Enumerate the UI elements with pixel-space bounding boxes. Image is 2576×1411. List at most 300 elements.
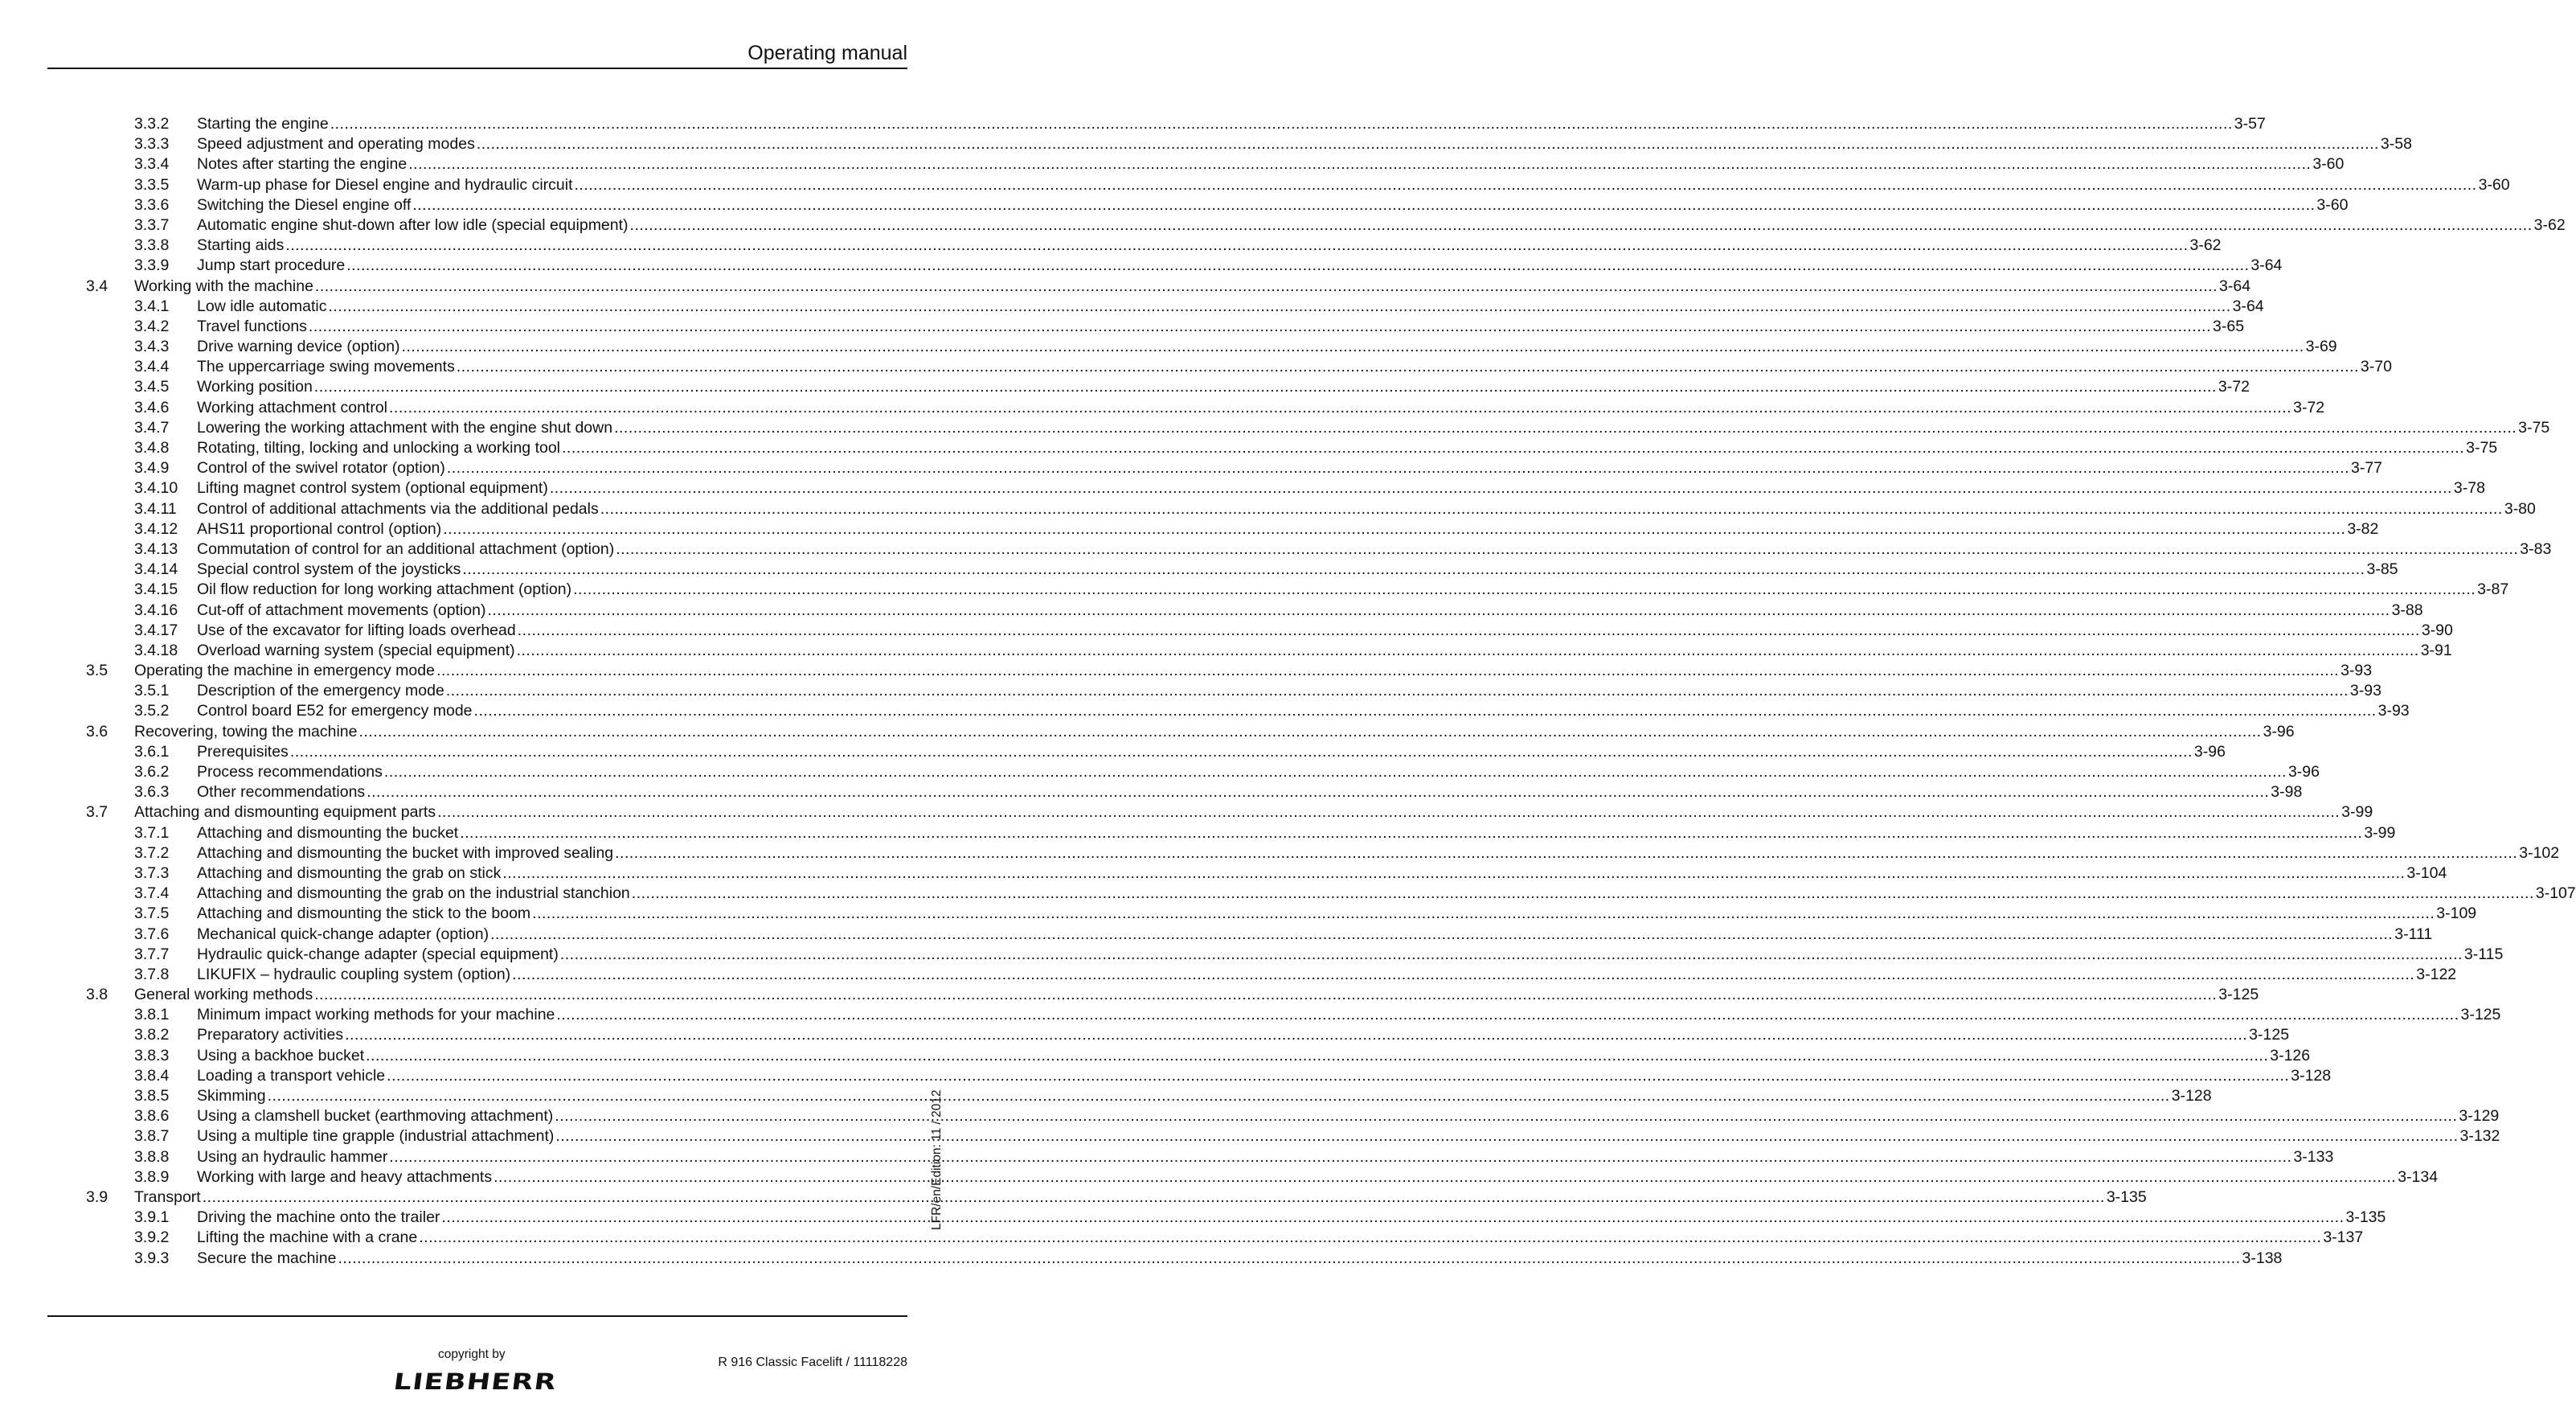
toc-dot-leader: ................................................................................................................................................................................................................................................................................................................................................................................................................ (267, 1087, 2170, 1105)
toc-number: 3.4.2 (134, 317, 170, 335)
toc-title: Description of the emergency mode (197, 682, 444, 700)
toc-number: 3.3.3 (134, 135, 170, 154)
toc-page-number: 3-72 (2218, 378, 2250, 396)
toc-number: 3.4.14 (134, 560, 178, 579)
toc-title: LIKUFIX – hydraulic coupling system (option) (197, 965, 511, 983)
toc-number: 3.3.7 (134, 215, 170, 234)
toc-page-number: 3-60 (2312, 155, 2345, 174)
toc-entry (134, 985, 2259, 1005)
toc-dot-leader: ................................................................................................................................................................................................................................................................................................................................................................................................................ (615, 843, 2518, 862)
toc-title: Overload warning system (special equipment) (197, 641, 515, 659)
toc-subsection-row[interactable] (0, 863, 2447, 884)
toc-page-number: 3-93 (2377, 702, 2410, 720)
toc-title: Operating the machine in emergency mode (134, 662, 435, 680)
toc-dot-leader: ................................................................................................................................................................................................................................................................................................................................................................................................................ (202, 1187, 2105, 1206)
toc-number: 3.8.6 (134, 1107, 170, 1126)
toc-number: 3.4.4 (134, 358, 170, 376)
toc-title: Transport (134, 1187, 201, 1206)
toc-title: Travel functions (197, 317, 307, 335)
toc-title: Jump start procedure (197, 256, 346, 275)
toc-number: 3.4.12 (134, 519, 178, 538)
toc-title: Attaching and dismounting the grab on stick (197, 863, 502, 882)
toc-subsection-row[interactable] (0, 965, 2457, 985)
toc-title: Automatic engine shut-down after low idle (special equipment) (197, 215, 629, 234)
toc-dot-leader: ................................................................................................................................................................................................................................................................................................................................................................................................................ (473, 702, 2377, 720)
edition-note: LFR/en/Edition: 11 / 2012 (930, 1089, 944, 1230)
toc-dot-leader: ................................................................................................................................................................................................................................................................................................................................................................................................................ (549, 479, 2452, 498)
toc-dot-leader: ................................................................................................................................................................................................................................................................................................................................................................................................................ (437, 803, 2341, 822)
toc-entry (197, 236, 2222, 256)
toc-number: 3.4.15 (134, 580, 178, 599)
toc-subsection-row[interactable] (0, 499, 2536, 519)
toc-dot-leader: ................................................................................................................................................................................................................................................................................................................................................................................................................ (445, 682, 2349, 700)
toc-subsection-row[interactable] (0, 1106, 2500, 1126)
toc-title: Starting the engine (197, 115, 329, 133)
toc-page-number: 3-93 (2341, 662, 2373, 680)
toc-page-number: 3-99 (2341, 803, 2373, 822)
toc-number: 3.4.18 (134, 641, 178, 659)
toc-dot-leader: ................................................................................................................................................................................................................................................................................................................................................................................................................ (367, 783, 2270, 802)
toc-subsection-row[interactable] (0, 1046, 2311, 1066)
toc-entry (197, 478, 2485, 498)
toc-page-number: 3-72 (2293, 398, 2325, 416)
toc-subsection-row[interactable] (0, 357, 2392, 377)
toc-entry (197, 1066, 2332, 1086)
toc-entry (197, 1126, 2500, 1146)
toc-number: 3.3.4 (134, 155, 170, 174)
toc-title: Notes after starting the engine (197, 155, 407, 174)
toc-title: Working position (197, 378, 313, 396)
toc-title: AHS11 proportional control (option) (197, 519, 442, 538)
toc-number: 3.6.3 (134, 783, 170, 802)
toc-dot-leader: ................................................................................................................................................................................................................................................................................................................................................................................................................ (285, 236, 2189, 255)
toc-entry (197, 297, 2264, 317)
toc-subsection-row[interactable] (0, 1086, 2212, 1106)
toc-entry (197, 499, 2536, 519)
toc-page-number: 3-83 (2520, 539, 2552, 558)
toc-number: 3.7.8 (134, 965, 170, 983)
toc-title: Cut-off of attachment movements (option) (197, 601, 486, 619)
toc-number: 3.4.3 (134, 338, 170, 356)
footer-divider (47, 1315, 907, 1317)
toc-subsection-row[interactable] (0, 519, 2379, 539)
toc-subsection-row[interactable] (0, 843, 2560, 863)
toc-subsection-row[interactable] (0, 1005, 2501, 1025)
toc-entry (197, 742, 2226, 762)
toc-dot-leader: ................................................................................................................................................................................................................................................................................................................................................................................................................ (502, 863, 2406, 882)
toc-title: Switching the Diesel engine off (197, 195, 412, 214)
toc-subsection-row[interactable] (0, 560, 2398, 580)
toc-subsection-row[interactable] (0, 154, 2345, 174)
toc-page-number: 3-132 (2459, 1127, 2500, 1146)
toc-number: 3.3.2 (134, 115, 170, 133)
toc-number: 3.4.9 (134, 459, 170, 478)
toc-entry (197, 337, 2337, 357)
toc-number: 3.4.11 (134, 499, 177, 518)
toc-subsection-row[interactable] (0, 256, 2283, 276)
toc-section-row[interactable] (0, 1187, 2147, 1208)
toc-subsection-row[interactable] (0, 641, 2452, 661)
toc-section-row[interactable] (0, 722, 2295, 742)
toc-section-row[interactable] (0, 802, 2373, 822)
header-divider (47, 68, 907, 69)
toc-subsection-row[interactable] (0, 782, 2303, 802)
toc-page-number: 3-104 (2406, 863, 2447, 882)
toc-section-row[interactable] (0, 985, 2259, 1005)
toc-page-number: 3-138 (2242, 1249, 2283, 1267)
toc-number: 3.7.2 (134, 843, 170, 862)
toc-number: 3.4.5 (134, 378, 170, 396)
toc-title: Mechanical quick-change adapter (option) (197, 925, 489, 943)
toc-page-number: 3-91 (2420, 641, 2452, 659)
page-title: Operating manual (747, 42, 907, 64)
toc-page-number: 3-77 (2350, 459, 2383, 478)
toc-subsection-row[interactable] (0, 621, 2453, 641)
toc-dot-leader: ................................................................................................................................................................................................................................................................................................................................................................................................................ (517, 621, 2420, 639)
toc-number: 3.7.7 (134, 945, 170, 963)
toc-subsection-row[interactable] (0, 478, 2485, 498)
toc-page-number: 3-75 (2466, 439, 2498, 457)
toc-title: Process recommendations (197, 763, 383, 781)
toc-subsection-row[interactable] (0, 1228, 2364, 1248)
toc-subsection-row[interactable] (0, 337, 2337, 357)
toc-entry (134, 1187, 2147, 1208)
toc-subsection-row[interactable] (0, 175, 2510, 195)
toc-number: 3.9 (86, 1187, 109, 1206)
toc-dot-leader: ................................................................................................................................................................................................................................................................................................................................................................................................................ (556, 1006, 2459, 1024)
toc-title: Using a multiple tine grapple (industrial attachment) (197, 1127, 555, 1146)
toc-title: Other recommendations (197, 783, 366, 802)
toc-title: Driving the machine onto the trailer (197, 1208, 440, 1227)
toc-dot-leader: ................................................................................................................................................................................................................................................................................................................................................................................................................ (314, 986, 2218, 1004)
toc-entry (134, 722, 2295, 742)
toc-subsection-row[interactable] (0, 134, 2412, 154)
toc-entry (197, 681, 2381, 701)
toc-page-number: 3-133 (2293, 1147, 2334, 1166)
toc-number: 3.7.3 (134, 863, 170, 882)
toc-page-number: 3-64 (2219, 277, 2251, 295)
toc-dot-leader: ................................................................................................................................................................................................................................................................................................................................................................................................................ (532, 904, 2435, 923)
toc-dot-leader: ................................................................................................................................................................................................................................................................................................................................................................................................................ (328, 297, 2231, 315)
toc-entry (197, 377, 2250, 397)
toc-dot-leader: ................................................................................................................................................................................................................................................................................................................................................................................................................ (412, 195, 2316, 214)
toc-page-number: 3-60 (2478, 175, 2510, 194)
toc-title: Control board E52 for emergency mode (197, 702, 473, 720)
toc-entry (197, 114, 2266, 134)
toc-page-number: 3-96 (2263, 722, 2295, 740)
toc-dot-leader: ................................................................................................................................................................................................................................................................................................................................................................................................................ (516, 641, 2419, 659)
toc-page-number: 3-64 (2232, 297, 2264, 315)
toc-subsection-row[interactable] (0, 904, 2477, 924)
toc-page-number: 3-111 (2394, 925, 2433, 943)
toc-subsection-row[interactable] (0, 297, 2264, 317)
toc-title: Preparatory activities (197, 1026, 344, 1044)
toc-subsection-row[interactable] (0, 114, 2266, 134)
toc-subsection-row[interactable] (0, 1126, 2500, 1146)
toc-dot-leader: ................................................................................................................................................................................................................................................................................................................................................................................................................ (330, 115, 2233, 133)
toc-page-number: 3-98 (2271, 783, 2303, 802)
toc-dot-leader: ................................................................................................................................................................................................................................................................................................................................................................................................................ (345, 1026, 2248, 1044)
toc-number: 3.7.5 (134, 904, 170, 923)
toc-title: Using a clamshell bucket (earthmoving attachment) (197, 1107, 554, 1126)
toc-title: Working with large and heavy attachments (197, 1167, 493, 1186)
toc-title: Lifting magnet control system (optional equipment) (197, 479, 548, 498)
toc-subsection-row[interactable] (0, 580, 2509, 600)
toc-entry (197, 1167, 2439, 1187)
toc-number: 3.3.5 (134, 175, 170, 194)
toc-entry (197, 418, 2550, 438)
document-id: R 916 Classic Facelift / 11118228 (718, 1356, 907, 1369)
toc-number: 3.9.3 (134, 1249, 170, 1267)
toc-number: 3.4.10 (134, 479, 178, 498)
toc-page-number: 3-87 (2477, 580, 2509, 599)
toc-title: Loading a transport vehicle (197, 1066, 386, 1085)
toc-entry (197, 1228, 2364, 1248)
toc-number: 3.4.1 (134, 297, 170, 315)
toc-subsection-row[interactable] (0, 762, 2320, 782)
toc-entry (197, 823, 2396, 843)
toc-title: Prerequisites (197, 742, 289, 761)
toc-number: 3.8.5 (134, 1087, 170, 1105)
toc-entry (197, 641, 2452, 661)
toc-entry (197, 154, 2345, 174)
toc-entry (197, 519, 2379, 539)
toc-subsection-row[interactable] (0, 236, 2222, 256)
toc-entry (197, 1147, 2334, 1167)
toc-subsection-row[interactable] (0, 823, 2396, 843)
toc-dot-leader: ................................................................................................................................................................................................................................................................................................................................................................................................................ (555, 1107, 2458, 1126)
toc-entry (197, 863, 2447, 884)
toc-title: Lowering the working attachment with the engine shut down (197, 418, 613, 437)
toc-title: Low idle automatic (197, 297, 327, 315)
toc-number: 3.8.3 (134, 1046, 170, 1064)
toc-number: 3.8.8 (134, 1147, 170, 1166)
toc-number: 3.3.6 (134, 195, 170, 214)
toc-subsection-row[interactable] (0, 925, 2433, 945)
toc-page-number: 3-137 (2323, 1228, 2364, 1247)
toc-entry (197, 1208, 2386, 1228)
toc-subsection-row[interactable] (0, 681, 2381, 701)
toc-entry (197, 701, 2410, 721)
toc-page-number: 3-96 (2193, 742, 2226, 761)
toc-page-number: 3-85 (2366, 560, 2398, 579)
toc-number: 3.5.2 (134, 702, 170, 720)
toc-title: Hydraulic quick-change adapter (special equipment) (197, 945, 559, 963)
toc-number: 3.4.7 (134, 418, 170, 437)
toc-dot-leader: ................................................................................................................................................................................................................................................................................................................................................................................................................ (308, 317, 2212, 335)
toc-dot-leader: ................................................................................................................................................................................................................................................................................................................................................................................................................ (490, 925, 2394, 943)
toc-title: Working with the machine (134, 277, 313, 295)
toc-entry (197, 357, 2392, 377)
toc-subsection-row[interactable] (0, 398, 2325, 418)
toc-number: 3.7.4 (134, 884, 170, 903)
toc-entry (197, 843, 2560, 863)
toc-page-number: 3-115 (2463, 945, 2504, 963)
toc-entry (197, 1249, 2283, 1269)
toc-dot-leader: ................................................................................................................................................................................................................................................................................................................................................................................................................ (460, 823, 2363, 842)
toc-dot-leader: ................................................................................................................................................................................................................................................................................................................................................................................................................ (487, 601, 2390, 619)
toc-page-number: 3-129 (2459, 1107, 2500, 1126)
toc-number: 3.8.4 (134, 1066, 170, 1085)
toc-page-number: 3-90 (2421, 621, 2453, 639)
toc-dot-leader: ................................................................................................................................................................................................................................................................................................................................................................................................................ (512, 965, 2415, 983)
toc-dot-leader: ................................................................................................................................................................................................................................................................................................................................................................................................................ (338, 1249, 2241, 1267)
toc-page-number: 3-64 (2250, 256, 2283, 275)
toc-entry (197, 1025, 2290, 1045)
toc-entry (197, 762, 2320, 782)
toc-title: Attaching and dismounting the bucket (197, 823, 459, 842)
toc-title: Skimming (197, 1087, 266, 1105)
toc-title: Use of the excavator for lifting loads overhead (197, 621, 516, 639)
toc-dot-leader: ................................................................................................................................................................................................................................................................................................................................................................................................................ (629, 215, 2533, 234)
toc-dot-leader: ................................................................................................................................................................................................................................................................................................................................................................................................................ (476, 135, 2379, 154)
toc-page-number: 3-93 (2349, 682, 2381, 700)
toc-title: Minimum impact working methods for your machine (197, 1006, 555, 1024)
toc-number: 3.8.9 (134, 1167, 170, 1186)
toc-page-number: 3-125 (2460, 1006, 2501, 1024)
toc-dot-leader: ................................................................................................................................................................................................................................................................................................................................................................................................................ (574, 175, 2477, 194)
toc-page-number: 3-122 (2416, 965, 2457, 983)
toc-entry (197, 560, 2398, 580)
toc-entry (197, 317, 2245, 337)
toc-entry (197, 945, 2504, 965)
toc-entry (197, 580, 2509, 600)
toc-dot-leader: ................................................................................................................................................................................................................................................................................................................................................................................................................ (631, 884, 2534, 903)
toc-page-number: 3-125 (2249, 1026, 2290, 1044)
table-of-contents (0, 114, 2576, 1269)
toc-page-number: 3-96 (2287, 763, 2320, 781)
toc-subsection-row[interactable] (0, 195, 2349, 215)
toc-entry (134, 802, 2373, 822)
toc-entry (197, 175, 2510, 195)
toc-number: 3.4.8 (134, 439, 170, 457)
toc-subsection-row[interactable] (0, 458, 2383, 478)
toc-number: 3.4.13 (134, 539, 178, 558)
toc-title: Recovering, towing the machine (134, 722, 358, 740)
toc-number: 3.8.7 (134, 1127, 170, 1146)
toc-entry (197, 256, 2283, 276)
toc-page-number: 3-69 (2305, 338, 2337, 356)
toc-title: Attaching and dismounting the stick to the boom (197, 904, 531, 923)
toc-entry (197, 1005, 2501, 1025)
toc-page-number: 3-58 (2380, 135, 2412, 154)
toc-page-number: 3-62 (2533, 215, 2566, 234)
toc-section-row[interactable] (0, 661, 2373, 681)
toc-entry (134, 277, 2251, 297)
toc-dot-leader: ................................................................................................................................................................................................................................................................................................................................................................................................................ (389, 398, 2292, 416)
toc-number: 3.4.17 (134, 621, 178, 639)
toc-entry (197, 782, 2303, 802)
toc-subsection-row[interactable] (0, 215, 2566, 236)
toc-subsection-row[interactable] (0, 884, 2576, 904)
toc-title: General working methods (134, 986, 313, 1004)
toc-page-number: 3-80 (2504, 499, 2536, 518)
toc-subsection-row[interactable] (0, 1147, 2334, 1167)
toc-dot-leader: ................................................................................................................................................................................................................................................................................................................................................................................................................ (408, 155, 2312, 174)
toc-subsection-row[interactable] (0, 317, 2245, 337)
toc-dot-leader: ................................................................................................................................................................................................................................................................................................................................................................................................................ (446, 459, 2349, 478)
toc-entry (197, 539, 2552, 560)
toc-page-number: 3-126 (2270, 1046, 2311, 1064)
toc-entry (197, 621, 2453, 641)
toc-subsection-row[interactable] (0, 539, 2552, 560)
toc-number: 3.3.9 (134, 256, 170, 275)
toc-subsection-row[interactable] (0, 1249, 2283, 1269)
toc-entry (197, 398, 2325, 418)
toc-subsection-row[interactable] (0, 1066, 2332, 1086)
toc-subsection-row[interactable] (0, 1167, 2439, 1187)
toc-subsection-row[interactable] (0, 1025, 2290, 1045)
toc-title: Lifting the machine with a crane (197, 1228, 418, 1247)
toc-page-number: 3-128 (2171, 1087, 2212, 1105)
toc-page-number: 3-65 (2213, 317, 2245, 335)
toc-dot-leader: ................................................................................................................................................................................................................................................................................................................................................................................................................ (401, 338, 2304, 356)
toc-entry (197, 195, 2349, 215)
toc-title: Attaching and dismounting the grab on the industrial stanchion (197, 884, 630, 903)
toc-dot-leader: ................................................................................................................................................................................................................................................................................................................................................................................................................ (559, 945, 2463, 963)
toc-dot-leader: ................................................................................................................................................................................................................................................................................................................................................................................................................ (289, 742, 2193, 761)
toc-number: 3.4 (86, 277, 109, 295)
toc-page-number: 3-109 (2436, 904, 2477, 923)
toc-dot-leader: ................................................................................................................................................................................................................................................................................................................................................................................................................ (573, 580, 2476, 599)
toc-section-row[interactable] (0, 277, 2251, 297)
toc-title: Drive warning device (option) (197, 338, 400, 356)
toc-entry (197, 1046, 2311, 1066)
toc-number: 3.4.6 (134, 398, 170, 416)
toc-number: 3.5 (86, 662, 109, 680)
toc-entry (197, 601, 2423, 621)
toc-subsection-row[interactable] (0, 945, 2504, 965)
toc-dot-leader: ................................................................................................................................................................................................................................................................................................................................................................................................................ (462, 560, 2365, 579)
toc-page-number: 3-135 (2345, 1208, 2386, 1227)
toc-dot-leader: ................................................................................................................................................................................................................................................................................................................................................................................................................ (383, 763, 2287, 781)
toc-subsection-row[interactable] (0, 701, 2410, 721)
toc-number: 3.3.8 (134, 236, 170, 255)
toc-subsection-row[interactable] (0, 418, 2550, 438)
copyright-label: copyright by (438, 1347, 506, 1361)
toc-subsection-row[interactable] (0, 1208, 2386, 1228)
toc-dot-leader: ................................................................................................................................................................................................................................................................................................................................................................................................................ (436, 662, 2340, 680)
toc-number: 3.8.2 (134, 1026, 170, 1044)
toc-dot-leader: ................................................................................................................................................................................................................................................................................................................................................................................................................ (616, 539, 2519, 558)
toc-number: 3.9.1 (134, 1208, 170, 1227)
toc-entry (197, 1106, 2500, 1126)
toc-page-number: 3-102 (2519, 843, 2560, 862)
toc-page-number: 3-60 (2316, 195, 2349, 214)
toc-subsection-row[interactable] (0, 377, 2250, 397)
toc-entry (197, 965, 2457, 985)
toc-dot-leader: ................................................................................................................................................................................................................................................................................................................................................................................................................ (555, 1127, 2459, 1146)
toc-subsection-row[interactable] (0, 438, 2498, 458)
toc-title: Speed adjustment and operating modes (197, 135, 475, 154)
toc-title: Attaching and dismounting equipment parts (134, 803, 436, 822)
toc-page-number: 3-78 (2453, 479, 2485, 498)
toc-subsection-row[interactable] (0, 742, 2226, 762)
toc-title: Using an hydraulic hammer (197, 1147, 388, 1166)
toc-entry (197, 215, 2566, 236)
toc-page-number: 3-62 (2189, 236, 2222, 255)
toc-page-number: 3-99 (2364, 823, 2396, 842)
toc-number: 3.5.1 (134, 682, 170, 700)
toc-dot-leader: ................................................................................................................................................................................................................................................................................................................................................................................................................ (389, 1147, 2292, 1166)
toc-dot-leader: ................................................................................................................................................................................................................................................................................................................................................................................................................ (387, 1066, 2290, 1085)
toc-dot-leader: ................................................................................................................................................................................................................................................................................................................................................................................................................ (313, 378, 2217, 396)
toc-subsection-row[interactable] (0, 601, 2423, 621)
toc-dot-leader: ................................................................................................................................................................................................................................................................................................................................................................................................................ (314, 277, 2218, 295)
toc-entry (197, 134, 2412, 154)
toc-number: 3.6.1 (134, 742, 170, 761)
toc-title: Special control system of the joysticks (197, 560, 461, 579)
